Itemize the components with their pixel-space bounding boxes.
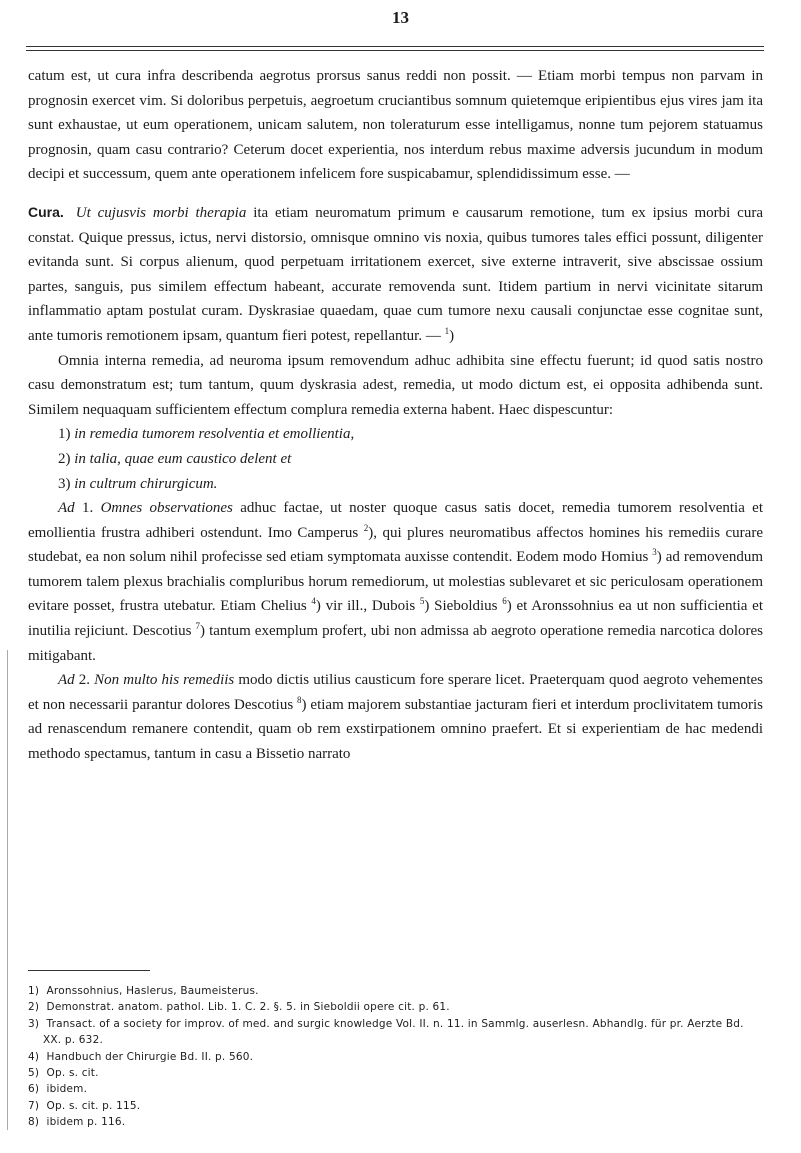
footnote-ref: 4 (311, 596, 316, 607)
ad1-text: ) tantum exemplum profert, ubi non admissa ab aegroto operatione remedia narcotica dolores mitigabant. (28, 623, 763, 664)
main-text (28, 64, 763, 767)
list-text: in cultrum chirurgicum. (74, 475, 218, 492)
list-tail: , (350, 426, 355, 443)
footnote-ref: 1 (444, 325, 450, 336)
footnote-ref: 6 (502, 596, 507, 607)
page-number: 13 (392, 8, 409, 27)
footnote-label: 4) (28, 1050, 40, 1063)
list-number: 3) (58, 475, 75, 492)
footnote (28, 1016, 763, 1049)
list-number: 2) (58, 450, 75, 467)
section-label-cura: Cura. (28, 203, 64, 220)
list-number: 1) (58, 426, 75, 443)
footnote-label: 5) (28, 1067, 40, 1080)
paragraph-ad1 (28, 496, 763, 668)
footnote-ref: 7 (195, 621, 201, 632)
scan-margin-line (7, 650, 8, 1130)
footnote-ref: 8 (297, 694, 302, 705)
footnote-text: Aronssohnius, Haslerus, Baumeisterus. (46, 985, 259, 997)
paragraph-omnia: Omnia interna remedia, ad neuroma ipsum removendum adhuc adhibita sine effectu fuerunt; id quod satis nostro casu demonstratum est; tum tantum, quum dyskrasia adest, remedia, ut modo dictum est, ei opposita adhibenda sunt. Similem nequaquam sufficientem effectum complura remedia externa habent. Haec dispescuntur: (28, 352, 763, 418)
footnote-label: 3) (28, 1017, 40, 1030)
footnote-text: ibidem. (46, 1083, 88, 1096)
footnote-label: 2) (28, 1001, 40, 1014)
footnote-ref: 3 (652, 547, 657, 558)
ad2-text: modo dictis utilius causticum fore sperare licet. Praeterquam quod aegroto vehementes et non necessarii parantur dolores Descotius (28, 672, 764, 713)
footnote (28, 1049, 763, 1065)
ad-number: 2. (74, 672, 95, 689)
footnote-text: ibidem p. 116. (46, 1116, 126, 1129)
footnote-text: Handbuch der Chirurgie Bd. II. p. 560. (46, 1050, 254, 1063)
list-text: in remedia tumorem resolventia et emollientia (74, 426, 351, 443)
footnote-label: 7) (28, 1099, 40, 1112)
header-rule (26, 46, 764, 47)
ad1-text: ) et Aronssohnius ea ut non sufficientia et inutilia rejiciunt. Descotius (28, 598, 764, 640)
footnote (28, 1114, 763, 1130)
footnote-label: 1) (28, 985, 40, 997)
ad2-italic: Non multo his remediis (94, 672, 235, 689)
footnote-text: Op. s. cit. (46, 1067, 99, 1080)
list-item (28, 472, 763, 497)
footnote-text: Op. s. cit. p. 115. (46, 1099, 141, 1112)
cura-end: ) (449, 327, 455, 344)
ad-label: Ad (58, 672, 75, 689)
paragraph-cura (28, 200, 763, 349)
footnote-text: Demonstrat. anatom. pathol. Lib. 1. C. 2. §. 5. in Sieboldii opere cit. p. 61. (46, 1001, 450, 1014)
cura-italic: Ut cujusvis morbi therapia (75, 204, 247, 221)
list-text: in talia, quae eum caustico delent et (74, 450, 292, 467)
footnote-text: Transact. of a society for improv. of med. and surgic knowledge Vol. II. n. 11. in Sammlg. auserlesn. Abhandlg. für pr. Aerzte Bd. XX. p. 632. (43, 1017, 744, 1047)
footnote-ref: 2 (363, 522, 369, 533)
header-rule-double (26, 50, 764, 51)
ad1-text: ) Sieboldius (424, 598, 503, 615)
paragraph-ad2 (28, 668, 763, 766)
footnote (28, 983, 763, 999)
paragraph-intro: catum est, ut cura infra describenda aegrotus prorsus sanus reddi non possit. — Etiam morbi tempus non parvam in prognosin exercet vim. Si doloribus perpetuis, aegroetum cruciantibus somnum quietemque eripientibus ejus vires jam ita sunt exhaustae, ut eum operationem, unicam salutem, non toleraturum esse intelligamus, nonne tum pejorem statuamus prognosin, quam casu contrario? Ceterum docet experientia, nos interdum rebus maxime adversis jucundum in modum decipi et successum, quem ante operationem infelicem fore suspicabamur, splendidissimum esse. — (28, 68, 763, 183)
ad1-text: ), qui plures neuromatibus affectos homines his remediis curare studebat, ea non solum nihil profecisse sed etiam symptomata auxisse contendit. Eodem modo Homius (28, 524, 763, 566)
ad1-text: adhuc factae, ut noster quoque casus satis docet, remedia tumorem resolventia et emollientia frustra adhiberi ostendunt. Imo Camperus (28, 500, 764, 541)
footnote (28, 999, 763, 1015)
footnote-label: 8) (28, 1116, 40, 1129)
ad-number: 1. (74, 500, 101, 517)
ad1-text: ) vir ill., Dubois (315, 598, 420, 615)
list-item (28, 447, 763, 472)
ad1-text: ) ad removendum tumorem talem plexus brachialis compluribus horum remediorum, ut molestias sublevaret et sic periculosam operationem evitare posset, frustra utebatur. Etiam Chelius (28, 549, 763, 615)
footnote (28, 1081, 763, 1097)
footnote-rule (28, 970, 150, 971)
footnote (28, 1065, 763, 1081)
footnote-ref: 5 (419, 596, 425, 607)
footnotes (28, 983, 763, 1131)
ad2-text: ) etiam majorem substantiae jacturam fieri et interdum proclivitatem tumoris ad renascendum remanere contendit, quam ob rem exstirpationem omnino praefert. Et si experientiam de hac medendi methodo spectamus, tantum in casu a Bissetio narrato (28, 696, 763, 763)
footnote (28, 1098, 763, 1114)
footnote-label: 6) (28, 1083, 40, 1096)
ad1-italic: Omnes observationes (100, 500, 233, 517)
list-item (28, 422, 763, 447)
cura-text: ita etiam neuromatum primum e causarum remotione, tum ex ipsius morbi cura constat. Quique pressus, ictus, nervi distorsio, omnisque omnino vis noxia, quibus tumores tales effici possunt, diligenter evitanda sunt. Si corpus alienum, quod perpetuam irritationem exercet, sive externe intraverit, sive abscissae ossium partes, sanguis, pus similem effectum habeant, accurate removenda sunt. Itidem partium in nervi vicinitate sitarum inflammatio aptam postulat curam. Dyskrasiae quaedam, quae cum tumore nexu causali conjunctae esse cognitae sunt, ante tumoris remotionem ipsam, quantum fieri potest, repellantur. — (28, 204, 763, 344)
ad-label: Ad (58, 500, 75, 517)
